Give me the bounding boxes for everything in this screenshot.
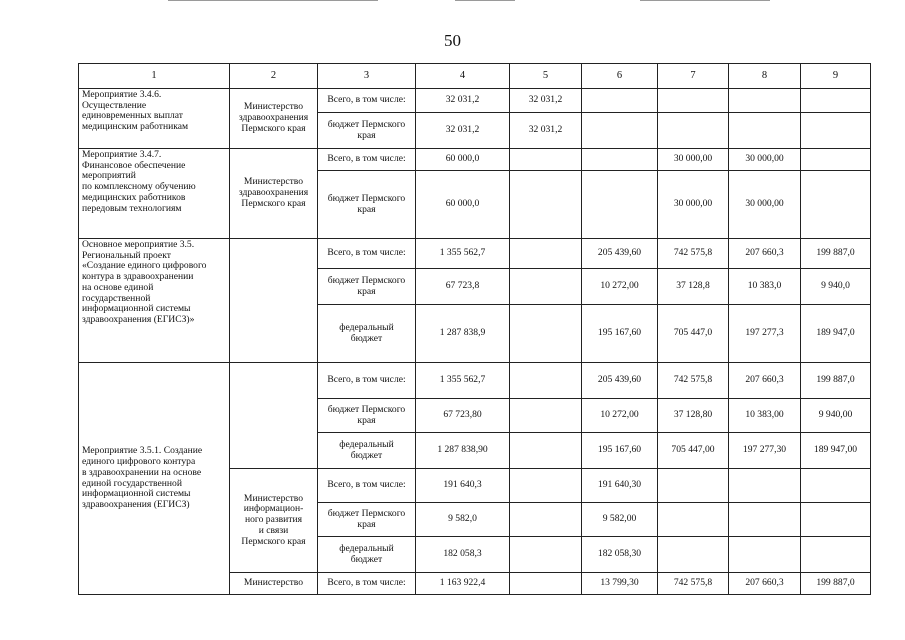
- table-row: [79, 89, 871, 113]
- amount-cell-4: 9 582,0: [416, 503, 510, 537]
- amount-cell-7: [658, 89, 729, 113]
- amount-cell-7: 30 000,00: [658, 171, 729, 239]
- column-number: 9: [801, 64, 871, 89]
- amount-cell-8: [729, 537, 801, 573]
- amount-cell-9: 199 887,0: [801, 573, 871, 595]
- table-row: [79, 64, 871, 89]
- executor: [230, 363, 318, 469]
- amount-cell-7: 742 575,8: [658, 363, 729, 399]
- amount-cell-7: [658, 503, 729, 537]
- amount-cell-9: 189 947,0: [801, 305, 871, 363]
- funding-source: бюджет Пермского края: [318, 171, 416, 239]
- funding-source: Всего, в том числе:: [318, 149, 416, 171]
- amount-cell-5: 32 031,2: [510, 113, 582, 149]
- amount-cell-9: 9 940,0: [801, 269, 871, 305]
- amount-cell-4: 1 163 922,4: [416, 573, 510, 595]
- amount-cell-9: [801, 171, 871, 239]
- event-title: Мероприятие 3.4.7. Финансовое обеспечение мероприятий по комплексному обучению медицинских работников передовым технологиям: [79, 149, 230, 239]
- funding-source: Всего, в том числе:: [318, 363, 416, 399]
- amount-cell-6: 10 272,00: [582, 399, 658, 433]
- amount-cell-9: [801, 113, 871, 149]
- funding-source: бюджет Пермского края: [318, 399, 416, 433]
- amount-cell-6: 9 582,00: [582, 503, 658, 537]
- column-number: 3: [318, 64, 416, 89]
- amount-cell-5: [510, 171, 582, 239]
- amount-cell-9: 189 947,00: [801, 433, 871, 469]
- amount-cell-6: [582, 171, 658, 239]
- amount-cell-4: 60 000,0: [416, 149, 510, 171]
- amount-cell-7: 705 447,0: [658, 305, 729, 363]
- amount-cell-7: 742 575,8: [658, 239, 729, 269]
- amount-cell-6: 182 058,30: [582, 537, 658, 573]
- amount-cell-7: [658, 469, 729, 503]
- amount-cell-5: [510, 399, 582, 433]
- amount-cell-6: 195 167,60: [582, 305, 658, 363]
- funding-source: бюджет Пермского края: [318, 503, 416, 537]
- column-number: 6: [582, 64, 658, 89]
- amount-cell-6: 205 439,60: [582, 239, 658, 269]
- amount-cell-5: [510, 363, 582, 399]
- amount-cell-6: 10 272,00: [582, 269, 658, 305]
- funding-source: федеральный бюджет: [318, 305, 416, 363]
- amount-cell-7: 37 128,80: [658, 399, 729, 433]
- amount-cell-4: 1 355 562,7: [416, 239, 510, 269]
- amount-cell-9: [801, 89, 871, 113]
- funding-source: бюджет Пермского края: [318, 113, 416, 149]
- amount-cell-9: 9 940,00: [801, 399, 871, 433]
- amount-cell-8: 10 383,0: [729, 269, 801, 305]
- executor: Министерство информацион- ного развития и связи Пермского края: [230, 469, 318, 573]
- amount-cell-7: [658, 113, 729, 149]
- amount-cell-5: [510, 537, 582, 573]
- amount-cell-6: [582, 89, 658, 113]
- table-row: [79, 149, 871, 171]
- amount-cell-8: [729, 503, 801, 537]
- amount-cell-4: 1 287 838,9: [416, 305, 510, 363]
- amount-cell-8: 197 277,3: [729, 305, 801, 363]
- amount-cell-4: 1 355 562,7: [416, 363, 510, 399]
- amount-cell-6: 205 439,60: [582, 363, 658, 399]
- amount-cell-8: [729, 469, 801, 503]
- amount-cell-9: [801, 537, 871, 573]
- amount-cell-4: 1 287 838,90: [416, 433, 510, 469]
- funding-source: Всего, в том числе:: [318, 573, 416, 595]
- amount-cell-4: 67 723,8: [416, 269, 510, 305]
- amount-cell-4: 191 640,3: [416, 469, 510, 503]
- amount-cell-7: 30 000,00: [658, 149, 729, 171]
- funding-source: федеральный бюджет: [318, 537, 416, 573]
- amount-cell-5: [510, 469, 582, 503]
- funding-source: федеральный бюджет: [318, 433, 416, 469]
- funding-source: Всего, в том числе:: [318, 469, 416, 503]
- amount-cell-5: [510, 503, 582, 537]
- column-number: 2: [230, 64, 318, 89]
- amount-cell-8: 30 000,00: [729, 171, 801, 239]
- column-number: 4: [416, 64, 510, 89]
- amount-cell-9: 199 887,0: [801, 363, 871, 399]
- amount-cell-5: [510, 269, 582, 305]
- executor: Министерство здравоохранения Пермского края: [230, 89, 318, 149]
- amount-cell-6: [582, 149, 658, 171]
- amount-cell-8: 207 660,3: [729, 239, 801, 269]
- event-title: Мероприятие 3.5.1. Создание единого цифрового контура в здравоохранении на основе единой государственной информационной системы здравоохранения (ЕГИСЗ): [79, 363, 230, 595]
- amount-cell-6: 191 640,30: [582, 469, 658, 503]
- amount-cell-9: [801, 469, 871, 503]
- budget-table: [78, 63, 871, 595]
- funding-source: бюджет Пермского края: [318, 269, 416, 305]
- amount-cell-8: [729, 89, 801, 113]
- amount-cell-5: [510, 149, 582, 171]
- amount-cell-4: 182 058,3: [416, 537, 510, 573]
- amount-cell-4: 60 000,0: [416, 171, 510, 239]
- top-edge-rule: [168, 0, 378, 1]
- executor: Министерство: [230, 573, 318, 595]
- amount-cell-9: 199 887,0: [801, 239, 871, 269]
- column-number: 1: [79, 64, 230, 89]
- amount-cell-5: [510, 573, 582, 595]
- amount-cell-6: 13 799,30: [582, 573, 658, 595]
- amount-cell-8: 197 277,30: [729, 433, 801, 469]
- table-row: [79, 239, 871, 269]
- funding-source: Всего, в том числе:: [318, 239, 416, 269]
- table-row: [79, 363, 871, 399]
- amount-cell-9: [801, 503, 871, 537]
- amount-cell-8: [729, 113, 801, 149]
- top-edge-rule: [640, 0, 770, 1]
- amount-cell-6: 195 167,60: [582, 433, 658, 469]
- executor: [230, 239, 318, 363]
- amount-cell-8: 30 000,00: [729, 149, 801, 171]
- event-title: Мероприятие 3.4.6. Осуществление единовременных выплат медицинским работникам: [79, 89, 230, 149]
- amount-cell-6: [582, 113, 658, 149]
- amount-cell-5: 32 031,2: [510, 89, 582, 113]
- executor: Министерство здравоохранения Пермского края: [230, 149, 318, 239]
- column-number: 7: [658, 64, 729, 89]
- amount-cell-9: [801, 149, 871, 171]
- amount-cell-4: 32 031,2: [416, 113, 510, 149]
- amount-cell-4: 67 723,80: [416, 399, 510, 433]
- amount-cell-8: 207 660,3: [729, 363, 801, 399]
- page-number: 50: [444, 31, 461, 50]
- top-edge-rule: [455, 0, 515, 1]
- event-title: Основное мероприятие 3.5. Региональный проект «Создание единого цифрового контура в здравоохранении на основе единой государственной информационной системы здравоохранения (ЕГИСЗ)»: [79, 239, 230, 363]
- amount-cell-5: [510, 305, 582, 363]
- column-number: 8: [729, 64, 801, 89]
- amount-cell-5: [510, 433, 582, 469]
- amount-cell-5: [510, 239, 582, 269]
- amount-cell-8: 10 383,00: [729, 399, 801, 433]
- amount-cell-7: [658, 537, 729, 573]
- column-number: 5: [510, 64, 582, 89]
- amount-cell-7: 742 575,8: [658, 573, 729, 595]
- funding-source: Всего, в том числе:: [318, 89, 416, 113]
- amount-cell-4: 32 031,2: [416, 89, 510, 113]
- amount-cell-7: 705 447,00: [658, 433, 729, 469]
- amount-cell-8: 207 660,3: [729, 573, 801, 595]
- amount-cell-7: 37 128,8: [658, 269, 729, 305]
